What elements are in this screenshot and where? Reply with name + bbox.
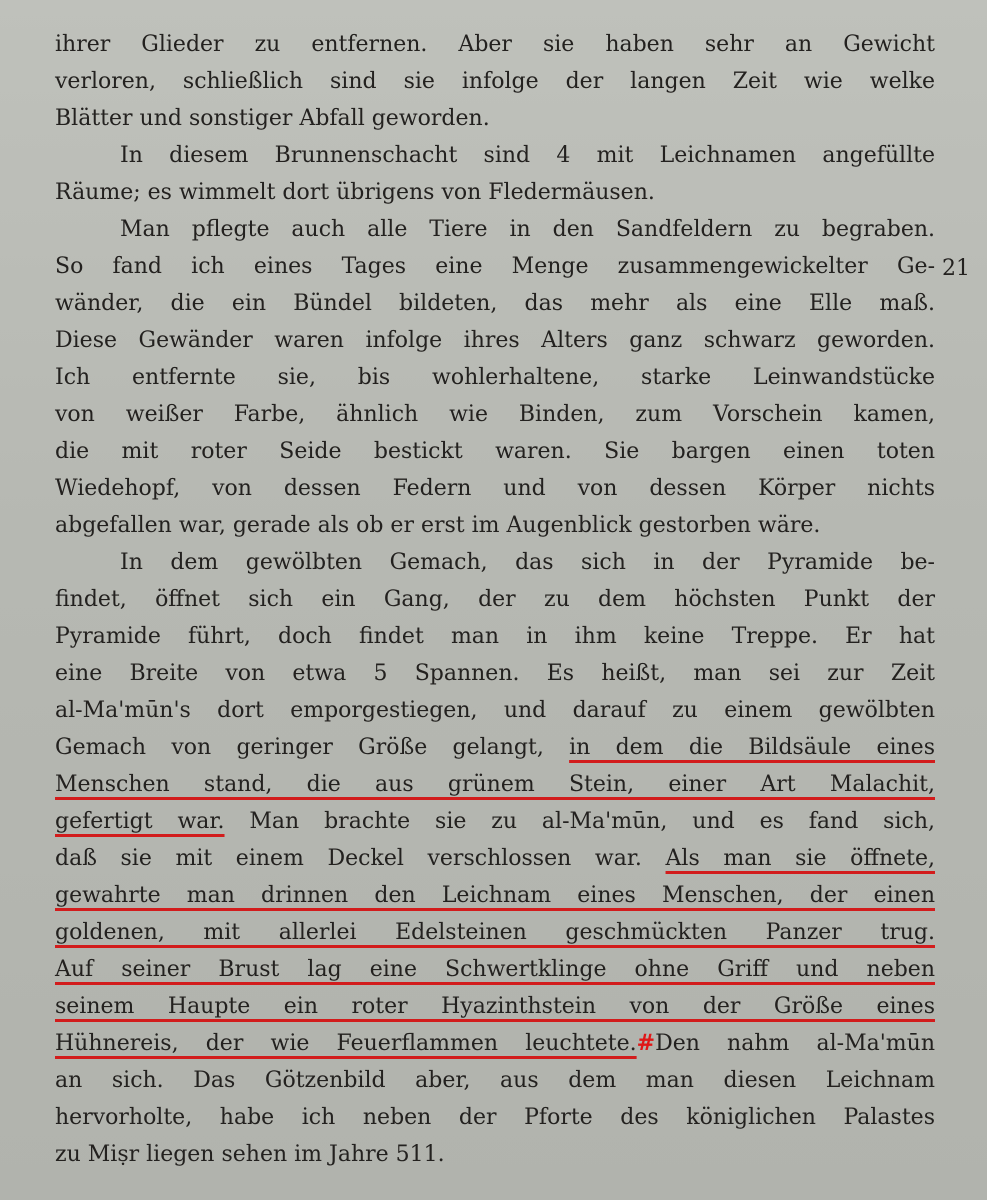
text-line <box>55 914 935 951</box>
underlined-passage: Hühnereis, der wie Feuerflammen leuchtete. <box>55 1031 637 1056</box>
text-segment: So fand ich eines Tages eine Menge zusammengewickelter Ge- <box>55 254 935 279</box>
text-line <box>55 396 935 433</box>
text-segment: Den nahm al-Ma'mūn <box>655 1031 935 1056</box>
text-line <box>55 174 935 211</box>
underlined-passage: Auf seiner Brust lag eine Schwertklinge ohne Griff und neben <box>55 957 935 982</box>
page-text <box>55 26 935 1173</box>
text-segment: findet, öffnet sich ein Gang, der zu dem höchsten Punkt der <box>55 587 935 612</box>
text-segment: Gemach von geringer Größe gelangt, <box>55 735 570 760</box>
text-segment: daß sie mit einem Deckel verschlossen war. <box>55 846 666 871</box>
underlined-passage: seinem Haupte ein roter Hyazinthstein von der Größe eines <box>55 994 935 1019</box>
text-line <box>55 1025 935 1062</box>
text-segment: die mit roter Seide bestickt waren. Sie bargen einen toten <box>55 439 935 464</box>
text-line <box>55 63 935 100</box>
text-line <box>55 655 935 692</box>
text-segment: verloren, schließlich sind sie infolge der langen Zeit wie welke <box>55 69 935 94</box>
text-line <box>55 951 935 988</box>
text-line <box>55 137 935 174</box>
text-segment: hervorholte, habe ich neben der Pforte des königlichen Palastes <box>55 1105 935 1130</box>
text-line <box>55 544 935 581</box>
text-line <box>55 322 935 359</box>
text-segment: von weißer Farbe, ähnlich wie Binden, zum Vorschein kamen, <box>55 402 935 427</box>
underlined-passage: Als man sie öffnete, <box>665 846 935 871</box>
text-segment: In dem gewölbten Gemach, das sich in der Pyramide be- <box>120 550 935 575</box>
text-line <box>55 988 935 1025</box>
text-segment: eine Breite von etwa 5 Spannen. Es heißt, man sei zur Zeit <box>55 661 935 686</box>
text-line <box>55 470 935 507</box>
text-line <box>55 729 935 766</box>
text-segment: Wiedehopf, von dessen Federn und von dessen Körper nichts <box>55 476 935 501</box>
text-line <box>55 359 935 396</box>
text-segment: Ich entfernte sie, bis wohlerhaltene, starke Leinwandstücke <box>55 365 935 390</box>
margin-page-number: 21 <box>942 256 970 281</box>
text-line <box>55 692 935 729</box>
text-segment: In diesem Brunnenschacht sind 4 mit Leichnamen angefüllte <box>120 143 935 168</box>
text-line <box>55 248 935 285</box>
text-line <box>55 766 935 803</box>
text-line <box>55 1136 935 1173</box>
text-segment: wänder, die ein Bündel bildeten, das mehr als eine Elle maß. <box>55 291 935 316</box>
text-line <box>55 507 935 544</box>
text-line <box>55 581 935 618</box>
text-line <box>55 211 935 248</box>
text-segment: Diese Gewänder waren infolge ihres Alters ganz schwarz geworden. <box>55 328 935 353</box>
text-segment: al-Ma'mūn's dort emporgestiegen, und darauf zu einem gewölbten <box>55 698 935 723</box>
text-line <box>55 618 935 655</box>
text-segment: abgefallen war, gerade als ob er erst im Augenblick gestorben wäre. <box>55 513 821 538</box>
text-line <box>55 803 935 840</box>
text-segment: Pyramide führt, doch findet man in ihm keine Treppe. Er hat <box>55 624 935 649</box>
text-line <box>55 433 935 470</box>
text-line <box>55 26 935 63</box>
underlined-passage: Menschen stand, die aus grünem Stein, einer Art Malachit, <box>55 772 935 797</box>
underlined-passage: gefertigt war. <box>55 809 225 834</box>
text-line <box>55 840 935 877</box>
underlined-passage: in dem die Bildsäule eines <box>569 735 935 760</box>
text-line <box>55 877 935 914</box>
text-segment: an sich. Das Götzenbild aber, aus dem man diesen Leichnam <box>55 1068 935 1093</box>
text-line <box>55 1062 935 1099</box>
handwritten-hash-mark: # <box>636 1030 656 1056</box>
text-segment: zu Miṣr liegen sehen im Jahre 511. <box>55 1142 445 1167</box>
text-segment: Man brachte sie zu al-Ma'mūn, und es fand sich, <box>224 809 935 834</box>
text-line <box>55 1099 935 1136</box>
text-line <box>55 285 935 322</box>
underlined-passage: gewahrte man drinnen den Leichnam eines Menschen, der einen <box>55 883 935 908</box>
text-segment: Räume; es wimmelt dort übrigens von Fledermäusen. <box>55 180 655 205</box>
text-segment: Blätter und sonstiger Abfall geworden. <box>55 106 490 131</box>
text-segment: Man pflegte auch alle Tiere in den Sandfeldern zu begraben. <box>120 217 935 242</box>
text-segment: ihrer Glieder zu entfernen. Aber sie haben sehr an Gewicht <box>55 32 935 57</box>
text-line <box>55 100 935 137</box>
underlined-passage: goldenen, mit allerlei Edelsteinen geschmückten Panzer trug. <box>55 920 935 945</box>
